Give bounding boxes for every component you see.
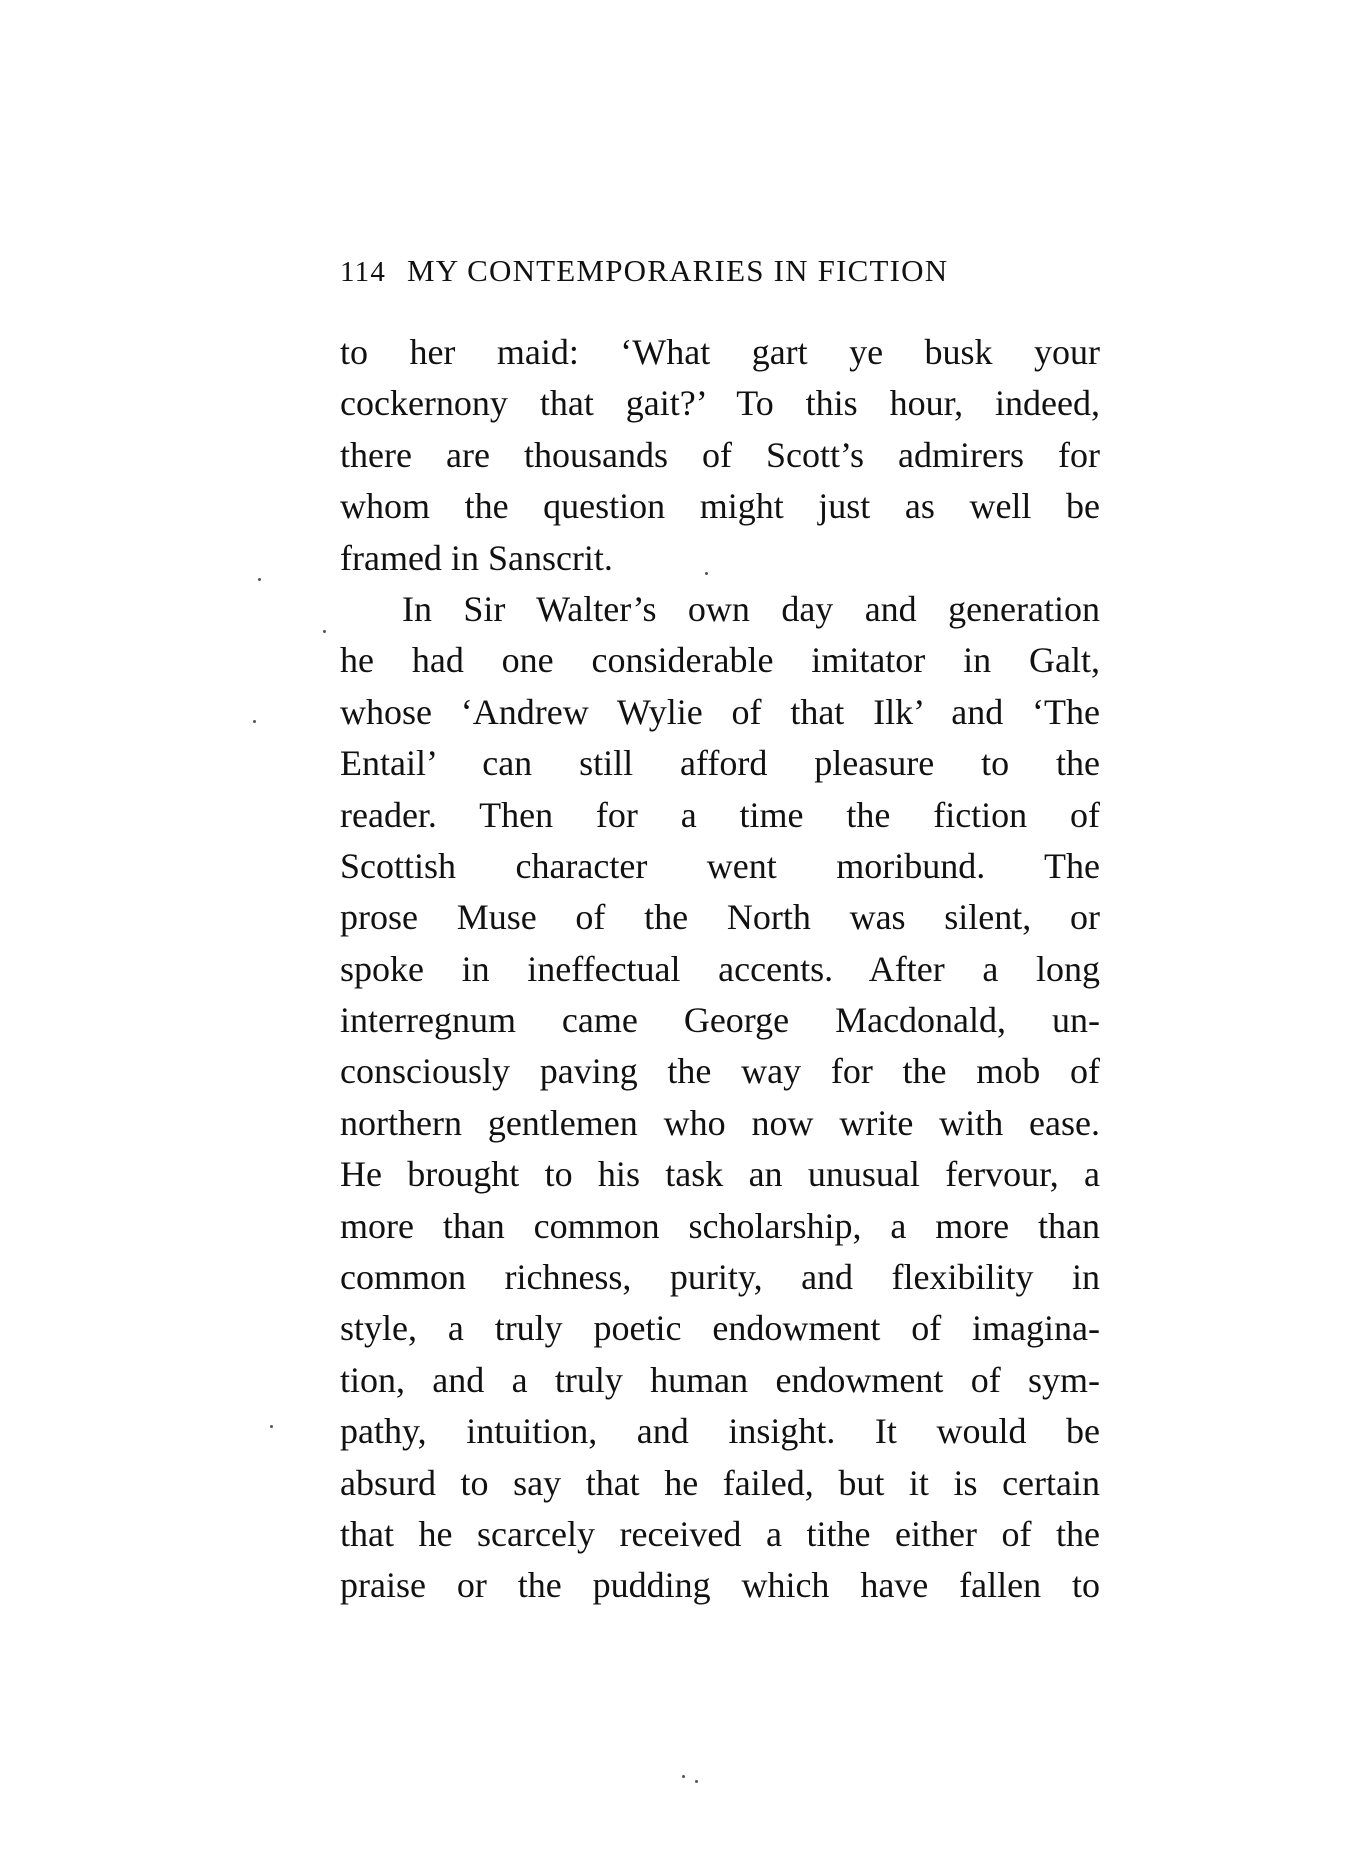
text-line: that he scarcely received a tithe either of the <box>340 1513 1100 1554</box>
text-line: consciously paving the way for the mob of <box>340 1051 1100 1092</box>
text-line: he had one considerable imitator in Galt, <box>340 640 1100 681</box>
body-text <box>340 327 1100 1612</box>
text-line: prose Muse of the North was silent, or <box>340 897 1100 938</box>
text-line: pathy, intuition, and insight. It would be <box>340 1411 1100 1452</box>
text-line: more than common scholarship, a more than <box>340 1205 1100 1246</box>
running-head <box>340 253 1100 297</box>
text-line: In Sir Walter’s own day and generation <box>402 588 1100 629</box>
text-line: Entail’ can still afford pleasure to the <box>340 743 1100 784</box>
text-line: whose ‘Andrew Wylie of that Ilk’ and ‘The <box>340 691 1100 732</box>
text-line: common richness, purity, and flexibility in <box>340 1257 1100 1298</box>
scan-speck <box>695 1780 698 1783</box>
text-line: reader. Then for a time the fiction of <box>340 794 1100 835</box>
text-line: praise or the pudding which have fallen to <box>340 1565 1100 1606</box>
scan-speck <box>253 720 256 723</box>
scan-speck <box>323 630 326 633</box>
page-number: 114 <box>340 256 387 288</box>
text-line: He brought to his task an unusual fervour, a <box>340 1154 1100 1195</box>
text-line: absurd to say that he failed, but it is certain <box>340 1462 1100 1503</box>
text-line: to her maid: ‘What gart ye busk your <box>340 332 1100 372</box>
text-line: tion, and a truly human endowment of sym- <box>340 1359 1100 1400</box>
text-line: northern gentlemen who now write with ease. <box>340 1102 1100 1143</box>
text-line: whom the question might just as well be <box>340 486 1100 527</box>
scan-speck <box>258 578 261 581</box>
text-line: there are thousands of Scott’s admirers for <box>340 434 1100 475</box>
scan-speck <box>705 572 708 575</box>
running-title: MY CONTEMPORARIES IN FICTION <box>406 253 949 288</box>
text-line: framed in Sanscrit. <box>340 537 613 578</box>
text-line: spoke in ineffectual accents. After a long <box>340 948 1100 989</box>
text-line: style, a truly poetic endowment of imagina- <box>340 1308 1100 1349</box>
scan-speck <box>682 1775 685 1778</box>
text-line: Scottish character went moribund. The <box>340 845 1100 886</box>
text-line: interregnum came George Macdonald, un- <box>340 1000 1100 1041</box>
scan-speck <box>270 1425 273 1428</box>
text-line: cockernony that gait?’ To this hour, indeed, <box>340 383 1100 424</box>
